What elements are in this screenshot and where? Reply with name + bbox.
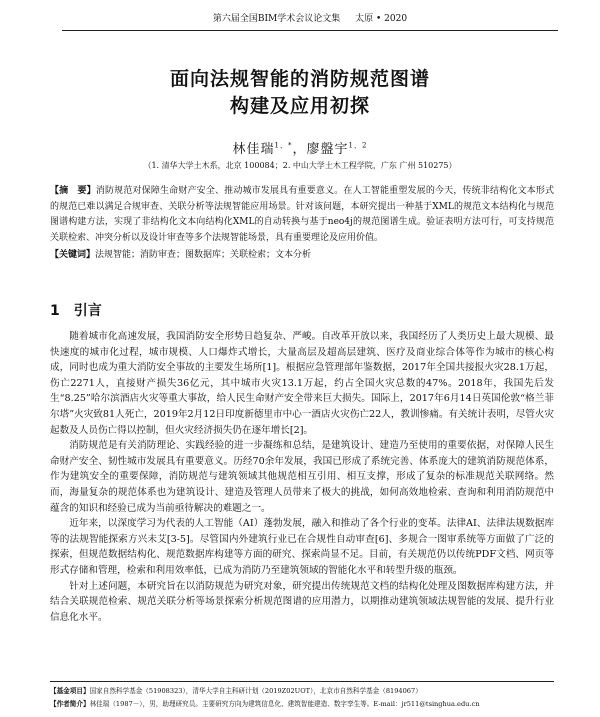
body-paragraph: 近年来，以深度学习为代表的人工智能（AI）蓬勃发展，融入和推动了各个行业的变革。法律AI、法律法规数据库等的法规智能探索方兴未艾[3-5]。尽管国内外建筑行业已在合规性自动审查[6]、多规合一图审系统等方面做了广泛的探索，但规范数据结构化、规范数据库构建等方面的研究、探索尚显不足。目前，有关规范仍以传统PDF文档、网页等形式存储和管理，检索和利用效率低，已成为消防乃至建筑领域的智能化水平和转型升级的瓶颈。 <box>50 518 554 576</box>
body-paragraph: 随着城市化高速发展，我国消防安全形势日趋复杂、严峻。自改革开放以来，我国经历了人类历史上最大规模、最快速度的城市化过程，城市规模、人口爆炸式增长，大量高层及超高层建筑、医疗及商业综合体等作为城市的核心构成，同时也成为重大消防安全事故的主要发生场所[1]。根据应急管理部年鉴数据，2017年全国共接报火灾28.1万起，伤亡2271人，直接财产损失36亿元，其中城市火灾13.1万起，约占全国火灾总数的47%。2018年，我国先后发生“8.25”哈尔滨酒店火灾等重大事故，给人民生命财产安全带来巨大损失。国际上，2017年6月14日英国伦敦“格兰菲尔塔”火灾致81人死亡，2019年2月12日印度新德里市中心一酒店火灾伤亡22人，教训惨痛。有关统计表明，尽管火灾起数及人员伤亡得以控制，但火灾经济损失仍在逐年增长[2]。 <box>50 331 554 436</box>
author-separator: ， <box>292 142 307 157</box>
author-bio-text: 林佳瑞（1987－），男，助理研究员。主要研究方向为建筑信息化、建筑智能建造、数字孪生等。E-mail：jr511@tsinghua.edu.cn <box>89 700 480 708</box>
affiliation: （1. 清华大学土木系，北京 100084；2. 中山大学土木工程学院，广东 广州 510275） <box>143 161 457 170</box>
abstract-label: 【摘 要】 <box>50 186 96 196</box>
funding-note <box>50 685 554 698</box>
body-paragraph: 针对上述问题，本研究旨在以消防规范为研究对象，研究提出传统规范文档的结构化处理及图数据库构建方法，并结合关联规范检索、规范关联分析等场景探索分析规范图谱的应用潜力，以期推动建筑领域法规智能的发展、提升行业信息化水平。 <box>50 580 554 623</box>
funding-label: 【基金项目】 <box>50 687 90 695</box>
body-text <box>50 329 554 625</box>
section-title: 引言 <box>73 303 102 319</box>
funding-text: 国家自然科学基金（51908323），清华大学自主科研计划（2019Z02UOT），北京市自然科学基金（8194067） <box>89 687 422 695</box>
conference-location-year: 太原 • 2020 <box>355 14 408 24</box>
author-affil-mark: 1，* <box>274 141 293 150</box>
abstract-paragraph <box>50 184 554 246</box>
author-bio-note <box>50 698 554 711</box>
running-header <box>62 8 558 31</box>
body-paragraph: 消防规范是有关消防理论、实践经验的进一步凝练和总结，是建筑设计、建造乃至使用的重要依据，对保障人民生命财产安全、韧性城市发展具有重要意义。历经70余年发展，我国已形成了系统完善、体系庞大的建筑消防规范体系，作为建筑安全的重要保障，消防规范与建筑领域其他规范相互引用、相互支撑，形成了复杂的标准规范关联网络。然而，海量复杂的规范体系也为建筑设计、建造及管理人员带来了极大的挑战，如何高效地检索、查询和利用消防规范中蕴含的知识和经验已成为当前亟待解决的难题之一。 <box>50 440 554 514</box>
footnotes <box>50 681 554 711</box>
title-line-1: 面向法规智能的消防规范图谱 <box>169 68 430 90</box>
abstract-text: 消防规范对保障生命财产安全、推动城市发展具有重要意义。在人工智能重塑发展的今天，传统非结构化文本形式的规范已难以满足合规审查、关联分析等法规智能应用场景。针对该问题，本研究提出一种基于XML的规范文本结构化与规范图谱构建方法，实现了非结构化文本向结构化XML的自动转换与基于neo4j的规范图谱生成。验证表明方法可行，可支持规范关联检索、冲突分析以及设计审查等多个法规智能场景，具有重要理论及应用价值。 <box>50 186 554 243</box>
author-affil-mark: 1，2 <box>348 141 368 150</box>
keywords-text: 法规智能；消防审查；图数据库；关联检索；文本分析 <box>95 250 312 260</box>
keywords-line <box>50 248 554 264</box>
journal-name: 第六届全国BIM学术会议论文集 <box>212 14 341 24</box>
section-heading <box>50 300 116 320</box>
title-line-2: 构建及应用初探 <box>229 95 370 117</box>
author-bio-label: 【作者简介】 <box>50 700 90 708</box>
author-list <box>0 138 600 157</box>
author-name: 林佳瑞 <box>232 142 275 157</box>
paper-title <box>0 66 600 120</box>
abstract-block <box>50 184 554 264</box>
keywords-label: 【关键词】 <box>50 250 96 260</box>
section-number: 1 <box>50 303 60 319</box>
author-name: 廖盤宇 <box>306 142 349 157</box>
